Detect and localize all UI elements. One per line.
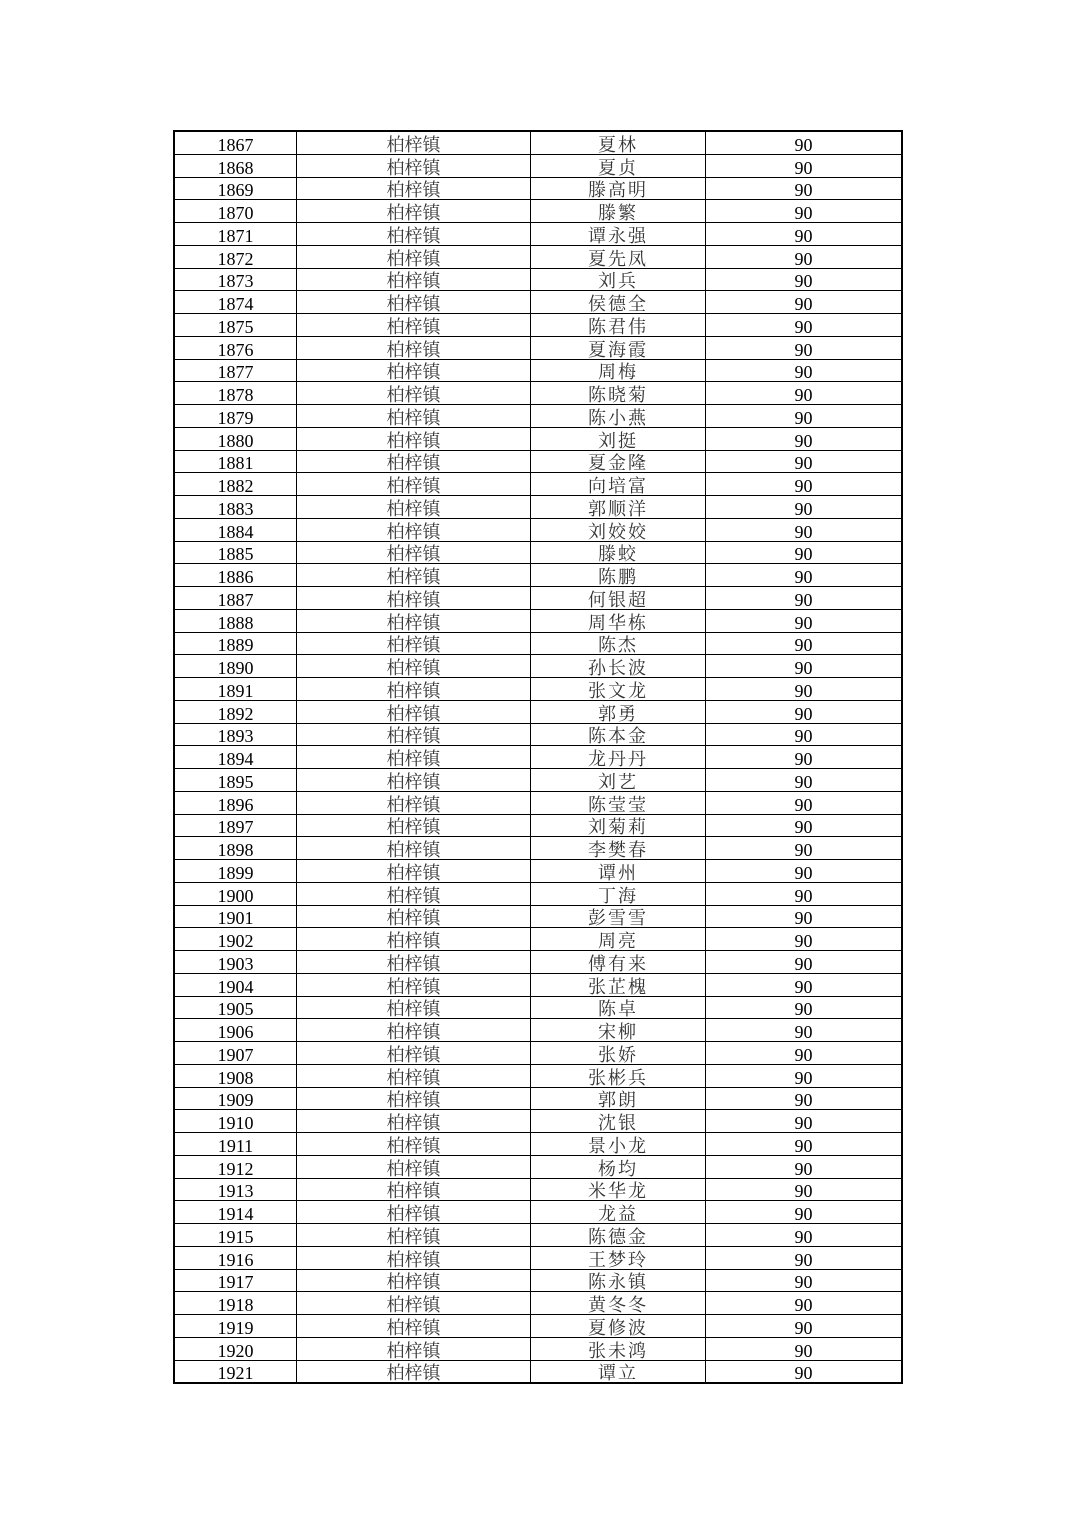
- score-cell: 90: [706, 200, 903, 223]
- person-name-cell: 傅有来: [531, 951, 706, 974]
- table-row: [174, 1110, 902, 1133]
- table-row: [174, 1337, 902, 1360]
- table-row: [174, 427, 902, 450]
- row-number-cell: 1910: [174, 1110, 297, 1133]
- town-cell: 柏梓镇: [297, 177, 531, 200]
- row-number-cell: 1888: [174, 609, 297, 632]
- score-cell: 90: [706, 1337, 903, 1360]
- score-cell: 90: [706, 450, 903, 473]
- row-number-cell: 1875: [174, 314, 297, 337]
- person-name-cell: 宋柳: [531, 1019, 706, 1042]
- town-cell: 柏梓镇: [297, 1337, 531, 1360]
- person-name-cell: 陈鹏: [531, 564, 706, 587]
- row-number-cell: 1894: [174, 746, 297, 769]
- person-name-cell: 李樊春: [531, 837, 706, 860]
- score-cell: 90: [706, 1042, 903, 1065]
- person-name-cell: 周梅: [531, 359, 706, 382]
- table-row: [174, 632, 902, 655]
- town-cell: 柏梓镇: [297, 223, 531, 246]
- town-cell: 柏梓镇: [297, 1224, 531, 1247]
- town-cell: 柏梓镇: [297, 837, 531, 860]
- table-row: [174, 405, 902, 428]
- town-cell: 柏梓镇: [297, 473, 531, 496]
- town-cell: 柏梓镇: [297, 996, 531, 1019]
- table-row: [174, 518, 902, 541]
- person-name-cell: 夏修波: [531, 1315, 706, 1338]
- town-cell: 柏梓镇: [297, 427, 531, 450]
- row-number-cell: 1883: [174, 496, 297, 519]
- town-cell: 柏梓镇: [297, 1292, 531, 1315]
- town-cell: 柏梓镇: [297, 245, 531, 268]
- score-cell: 90: [706, 973, 903, 996]
- town-cell: 柏梓镇: [297, 518, 531, 541]
- person-name-cell: 夏先凤: [531, 245, 706, 268]
- person-name-cell: 张文龙: [531, 678, 706, 701]
- town-cell: 柏梓镇: [297, 632, 531, 655]
- town-cell: 柏梓镇: [297, 1133, 531, 1156]
- score-cell: 90: [706, 655, 903, 678]
- person-name-cell: 向培富: [531, 473, 706, 496]
- row-number-cell: 1869: [174, 177, 297, 200]
- person-name-cell: 谭立: [531, 1360, 706, 1383]
- score-cell: 90: [706, 496, 903, 519]
- table-row: [174, 905, 902, 928]
- row-number-cell: 1881: [174, 450, 297, 473]
- table-row: [174, 769, 902, 792]
- score-cell: 90: [706, 427, 903, 450]
- score-cell: 90: [706, 1110, 903, 1133]
- person-name-cell: 刘菊莉: [531, 814, 706, 837]
- score-cell: 90: [706, 996, 903, 1019]
- person-name-cell: 夏林: [531, 131, 706, 154]
- row-number-cell: 1884: [174, 518, 297, 541]
- row-number-cell: 1893: [174, 723, 297, 746]
- table-row: [174, 814, 902, 837]
- person-name-cell: 滕蛟: [531, 541, 706, 564]
- town-cell: 柏梓镇: [297, 587, 531, 610]
- score-cell: 90: [706, 382, 903, 405]
- row-number-cell: 1879: [174, 405, 297, 428]
- row-number-cell: 1903: [174, 951, 297, 974]
- score-cell: 90: [706, 405, 903, 428]
- table-row: [174, 541, 902, 564]
- person-name-cell: 何银超: [531, 587, 706, 610]
- town-cell: 柏梓镇: [297, 314, 531, 337]
- table-row: [174, 996, 902, 1019]
- person-name-cell: 周华栋: [531, 609, 706, 632]
- score-cell: 90: [706, 1201, 903, 1224]
- person-name-cell: 夏海霞: [531, 336, 706, 359]
- row-number-cell: 1902: [174, 928, 297, 951]
- row-number-cell: 1898: [174, 837, 297, 860]
- person-name-cell: 龙益: [531, 1201, 706, 1224]
- person-name-cell: 米华龙: [531, 1178, 706, 1201]
- score-cell: 90: [706, 245, 903, 268]
- table-row: [174, 1178, 902, 1201]
- person-name-cell: 刘挺: [531, 427, 706, 450]
- person-name-cell: 陈杰: [531, 632, 706, 655]
- score-cell: 90: [706, 678, 903, 701]
- score-cell: 90: [706, 951, 903, 974]
- person-name-cell: 龙丹丹: [531, 746, 706, 769]
- table-row: [174, 1133, 902, 1156]
- score-cell: 90: [706, 1178, 903, 1201]
- row-number-cell: 1886: [174, 564, 297, 587]
- row-number-cell: 1911: [174, 1133, 297, 1156]
- score-cell: 90: [706, 1064, 903, 1087]
- person-name-cell: 郭勇: [531, 700, 706, 723]
- table-row: [174, 1269, 902, 1292]
- row-number-cell: 1874: [174, 291, 297, 314]
- town-cell: 柏梓镇: [297, 359, 531, 382]
- person-name-cell: 陈德金: [531, 1224, 706, 1247]
- town-cell: 柏梓镇: [297, 746, 531, 769]
- row-number-cell: 1920: [174, 1337, 297, 1360]
- score-cell: 90: [706, 928, 903, 951]
- row-number-cell: 1915: [174, 1224, 297, 1247]
- table-row: [174, 746, 902, 769]
- table-row: [174, 1246, 902, 1269]
- score-cell: 90: [706, 1087, 903, 1110]
- row-number-cell: 1918: [174, 1292, 297, 1315]
- table-row: [174, 200, 902, 223]
- town-cell: 柏梓镇: [297, 882, 531, 905]
- score-cell: 90: [706, 1246, 903, 1269]
- score-cell: 90: [706, 882, 903, 905]
- table-row: [174, 1315, 902, 1338]
- town-cell: 柏梓镇: [297, 382, 531, 405]
- row-number-cell: 1905: [174, 996, 297, 1019]
- table-row: [174, 1201, 902, 1224]
- town-cell: 柏梓镇: [297, 564, 531, 587]
- table-row: [174, 791, 902, 814]
- score-cell: 90: [706, 1019, 903, 1042]
- town-cell: 柏梓镇: [297, 928, 531, 951]
- person-name-cell: 张彬兵: [531, 1064, 706, 1087]
- person-name-cell: 陈本金: [531, 723, 706, 746]
- town-cell: 柏梓镇: [297, 1019, 531, 1042]
- person-name-cell: 沈银: [531, 1110, 706, 1133]
- row-number-cell: 1877: [174, 359, 297, 382]
- table-row: [174, 564, 902, 587]
- row-number-cell: 1871: [174, 223, 297, 246]
- person-name-cell: 孙长波: [531, 655, 706, 678]
- table-row: [174, 177, 902, 200]
- row-number-cell: 1873: [174, 268, 297, 291]
- score-cell: 90: [706, 746, 903, 769]
- person-name-cell: 郭朗: [531, 1087, 706, 1110]
- town-cell: 柏梓镇: [297, 814, 531, 837]
- score-cell: 90: [706, 268, 903, 291]
- town-cell: 柏梓镇: [297, 1155, 531, 1178]
- score-cell: 90: [706, 223, 903, 246]
- person-name-cell: 陈莹莹: [531, 791, 706, 814]
- town-cell: 柏梓镇: [297, 541, 531, 564]
- row-number-cell: 1901: [174, 905, 297, 928]
- person-name-cell: 谭永强: [531, 223, 706, 246]
- score-cell: 90: [706, 1360, 903, 1383]
- person-name-cell: 周亮: [531, 928, 706, 951]
- town-cell: 柏梓镇: [297, 1269, 531, 1292]
- score-cell: 90: [706, 131, 903, 154]
- row-number-cell: 1890: [174, 655, 297, 678]
- score-cell: 90: [706, 814, 903, 837]
- town-cell: 柏梓镇: [297, 791, 531, 814]
- table-row: [174, 882, 902, 905]
- person-name-cell: 陈君伟: [531, 314, 706, 337]
- person-name-cell: 张芷槐: [531, 973, 706, 996]
- row-number-cell: 1917: [174, 1269, 297, 1292]
- town-cell: 柏梓镇: [297, 496, 531, 519]
- table-row: [174, 700, 902, 723]
- row-number-cell: 1919: [174, 1315, 297, 1338]
- town-cell: 柏梓镇: [297, 336, 531, 359]
- score-cell: 90: [706, 1292, 903, 1315]
- table-row: [174, 1360, 902, 1383]
- score-cell: 90: [706, 860, 903, 883]
- row-number-cell: 1867: [174, 131, 297, 154]
- person-name-cell: 张娇: [531, 1042, 706, 1065]
- person-name-cell: 滕高明: [531, 177, 706, 200]
- town-cell: 柏梓镇: [297, 860, 531, 883]
- score-cell: 90: [706, 336, 903, 359]
- town-cell: 柏梓镇: [297, 951, 531, 974]
- score-cell: 90: [706, 154, 903, 177]
- person-name-cell: 侯德全: [531, 291, 706, 314]
- person-name-cell: 景小龙: [531, 1133, 706, 1156]
- row-number-cell: 1909: [174, 1087, 297, 1110]
- town-cell: 柏梓镇: [297, 609, 531, 632]
- table-row: [174, 223, 902, 246]
- person-name-cell: 刘兵: [531, 268, 706, 291]
- table-row: [174, 496, 902, 519]
- score-cell: 90: [706, 1269, 903, 1292]
- table-row: [174, 245, 902, 268]
- row-number-cell: 1882: [174, 473, 297, 496]
- score-cell: 90: [706, 587, 903, 610]
- person-name-cell: 张未鸿: [531, 1337, 706, 1360]
- person-name-cell: 王梦玲: [531, 1246, 706, 1269]
- row-number-cell: 1908: [174, 1064, 297, 1087]
- row-number-cell: 1896: [174, 791, 297, 814]
- town-cell: 柏梓镇: [297, 973, 531, 996]
- table-row: [174, 837, 902, 860]
- table-row: [174, 860, 902, 883]
- table-row: [174, 951, 902, 974]
- score-cell: 90: [706, 518, 903, 541]
- table-row: [174, 928, 902, 951]
- person-name-cell: 夏贞: [531, 154, 706, 177]
- town-cell: 柏梓镇: [297, 655, 531, 678]
- town-cell: 柏梓镇: [297, 723, 531, 746]
- table-row: [174, 1064, 902, 1087]
- town-cell: 柏梓镇: [297, 154, 531, 177]
- score-cell: 90: [706, 632, 903, 655]
- score-cell: 90: [706, 1315, 903, 1338]
- row-number-cell: 1900: [174, 882, 297, 905]
- score-cell: 90: [706, 905, 903, 928]
- row-number-cell: 1872: [174, 245, 297, 268]
- score-cell: 90: [706, 837, 903, 860]
- row-number-cell: 1921: [174, 1360, 297, 1383]
- table-row: [174, 973, 902, 996]
- person-name-cell: 陈永镇: [531, 1269, 706, 1292]
- score-cell: 90: [706, 609, 903, 632]
- table-row: [174, 154, 902, 177]
- town-cell: 柏梓镇: [297, 1042, 531, 1065]
- table-row: [174, 1087, 902, 1110]
- town-cell: 柏梓镇: [297, 1178, 531, 1201]
- row-number-cell: 1912: [174, 1155, 297, 1178]
- roster-table: [173, 130, 903, 1384]
- row-number-cell: 1897: [174, 814, 297, 837]
- person-name-cell: 滕繁: [531, 200, 706, 223]
- table-row: [174, 314, 902, 337]
- table-row: [174, 1155, 902, 1178]
- person-name-cell: 杨均: [531, 1155, 706, 1178]
- town-cell: 柏梓镇: [297, 1315, 531, 1338]
- score-cell: 90: [706, 177, 903, 200]
- row-number-cell: 1891: [174, 678, 297, 701]
- town-cell: 柏梓镇: [297, 1087, 531, 1110]
- table-row: [174, 131, 902, 154]
- score-cell: 90: [706, 473, 903, 496]
- table-row: [174, 609, 902, 632]
- table-row: [174, 336, 902, 359]
- table-row: [174, 1292, 902, 1315]
- score-cell: 90: [706, 564, 903, 587]
- town-cell: 柏梓镇: [297, 1360, 531, 1383]
- row-number-cell: 1906: [174, 1019, 297, 1042]
- person-name-cell: 刘姣姣: [531, 518, 706, 541]
- person-name-cell: 陈卓: [531, 996, 706, 1019]
- town-cell: 柏梓镇: [297, 905, 531, 928]
- score-cell: 90: [706, 769, 903, 792]
- town-cell: 柏梓镇: [297, 1110, 531, 1133]
- person-name-cell: 陈晓菊: [531, 382, 706, 405]
- row-number-cell: 1892: [174, 700, 297, 723]
- table-row: [174, 678, 902, 701]
- table-row: [174, 1224, 902, 1247]
- person-name-cell: 谭州: [531, 860, 706, 883]
- town-cell: 柏梓镇: [297, 200, 531, 223]
- table-row: [174, 655, 902, 678]
- person-name-cell: 夏金隆: [531, 450, 706, 473]
- town-cell: 柏梓镇: [297, 1064, 531, 1087]
- person-name-cell: 刘艺: [531, 769, 706, 792]
- town-cell: 柏梓镇: [297, 1201, 531, 1224]
- row-number-cell: 1907: [174, 1042, 297, 1065]
- row-number-cell: 1885: [174, 541, 297, 564]
- row-number-cell: 1876: [174, 336, 297, 359]
- row-number-cell: 1916: [174, 1246, 297, 1269]
- person-name-cell: 丁海: [531, 882, 706, 905]
- score-cell: 90: [706, 541, 903, 564]
- table-row: [174, 1042, 902, 1065]
- table-row: [174, 291, 902, 314]
- person-name-cell: 陈小燕: [531, 405, 706, 428]
- score-cell: 90: [706, 723, 903, 746]
- score-cell: 90: [706, 359, 903, 382]
- table-row: [174, 473, 902, 496]
- score-cell: 90: [706, 1155, 903, 1178]
- row-number-cell: 1878: [174, 382, 297, 405]
- row-number-cell: 1870: [174, 200, 297, 223]
- town-cell: 柏梓镇: [297, 268, 531, 291]
- row-number-cell: 1895: [174, 769, 297, 792]
- row-number-cell: 1914: [174, 1201, 297, 1224]
- score-cell: 90: [706, 291, 903, 314]
- score-cell: 90: [706, 791, 903, 814]
- score-cell: 90: [706, 1224, 903, 1247]
- person-name-cell: 郭顺洋: [531, 496, 706, 519]
- score-cell: 90: [706, 700, 903, 723]
- town-cell: 柏梓镇: [297, 291, 531, 314]
- town-cell: 柏梓镇: [297, 131, 531, 154]
- score-cell: 90: [706, 1133, 903, 1156]
- row-number-cell: 1904: [174, 973, 297, 996]
- row-number-cell: 1868: [174, 154, 297, 177]
- table-row: [174, 382, 902, 405]
- town-cell: 柏梓镇: [297, 678, 531, 701]
- table-row: [174, 359, 902, 382]
- town-cell: 柏梓镇: [297, 700, 531, 723]
- table-row: [174, 450, 902, 473]
- table-row: [174, 268, 902, 291]
- town-cell: 柏梓镇: [297, 450, 531, 473]
- person-name-cell: 黄冬冬: [531, 1292, 706, 1315]
- table-row: [174, 723, 902, 746]
- town-cell: 柏梓镇: [297, 1246, 531, 1269]
- table-row: [174, 1019, 902, 1042]
- row-number-cell: 1880: [174, 427, 297, 450]
- row-number-cell: 1913: [174, 1178, 297, 1201]
- row-number-cell: 1887: [174, 587, 297, 610]
- row-number-cell: 1899: [174, 860, 297, 883]
- person-name-cell: 彭雪雪: [531, 905, 706, 928]
- score-cell: 90: [706, 314, 903, 337]
- roster-table-body: [174, 131, 902, 1383]
- table-row: [174, 587, 902, 610]
- town-cell: 柏梓镇: [297, 405, 531, 428]
- town-cell: 柏梓镇: [297, 769, 531, 792]
- row-number-cell: 1889: [174, 632, 297, 655]
